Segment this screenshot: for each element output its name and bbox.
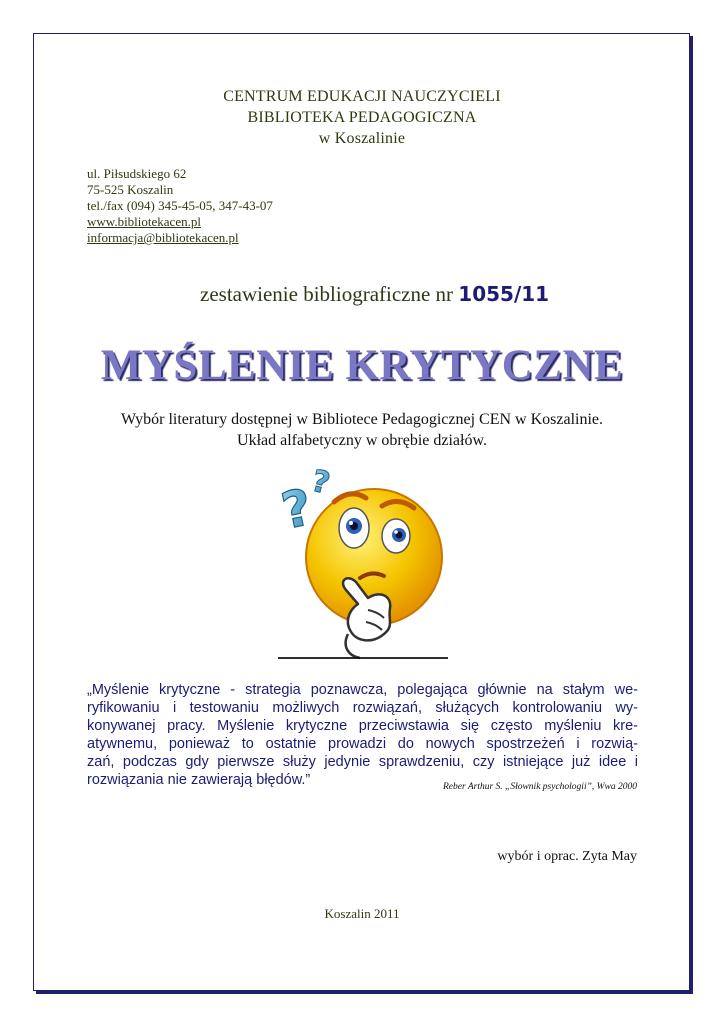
quote-line: atywnemu, ponieważ to ostatnie prowadzi do nowych spostrzeżeń i rozwią-: [87, 736, 638, 752]
series-line: [200, 282, 660, 307]
library-city: w Koszalinie: [318, 130, 406, 147]
email-link[interactable]: informacja@bibliotekacen.pl: [87, 230, 239, 245]
institution-name: CENTRUM EDUKACJI NAUCZYCIELI: [223, 88, 501, 105]
address-street: ul. Piłsudskiego 62: [87, 166, 187, 181]
description-line-1: Wybór literatury dostępnej w Bibliotece Pedagogicznej CEN w Koszalinie.: [120, 411, 603, 428]
quote-line: ryfikowaniu i testowaniu możliwych rozwiązań, służących kontrolowaniu wy-: [87, 700, 638, 716]
series-number: 1055/11: [458, 282, 550, 306]
document-title: MYŚLENIE KRYTYCZNE: [100, 342, 624, 389]
quote-line: rozwiązania nie zawierają błędów.”: [87, 772, 311, 788]
quote-block: [87, 681, 638, 789]
address-city: 75-525 Koszalin: [87, 182, 174, 197]
library-name: BIBLIOTEKA PEDAGOGICZNA: [247, 109, 477, 126]
quote-citation: Reber Arthur S. „Słownik psychologii”, Wwa 2000: [442, 782, 637, 792]
author-credit: wybór i oprac. Zyta May: [497, 849, 637, 864]
thinking-face-icon: [268, 462, 458, 662]
quote-line: konywanej pracy. Myślenie krytyczne przeciwstawia się często myśleniu kre-: [87, 718, 638, 734]
institution-header: [0, 86, 724, 149]
question-mark-small-icon: [308, 464, 333, 502]
place-and-year: Koszalin 2011: [324, 906, 400, 921]
address-block: [87, 166, 273, 246]
description-line-2: Układ alfabetyczny w obrębie działów.: [237, 432, 487, 449]
svg-text:?: ?: [307, 463, 334, 502]
quote-line: zań, podczas gdy pierwsze służy jedynie sprawdzeniu, czy istniejące już idee i: [87, 754, 638, 770]
website-link[interactable]: www.bibliotekacen.pl: [87, 214, 201, 229]
description: [0, 409, 724, 451]
svg-text:?: ?: [276, 477, 318, 541]
series-label: zestawienie bibliograficzne nr: [200, 282, 459, 306]
address-phone: tel./fax (094) 345-45-05, 347-43-07: [87, 198, 273, 213]
quote-line: „Myślenie krytyczne - strategia poznawcza, polegająca głównie na stałym we-: [87, 682, 638, 698]
